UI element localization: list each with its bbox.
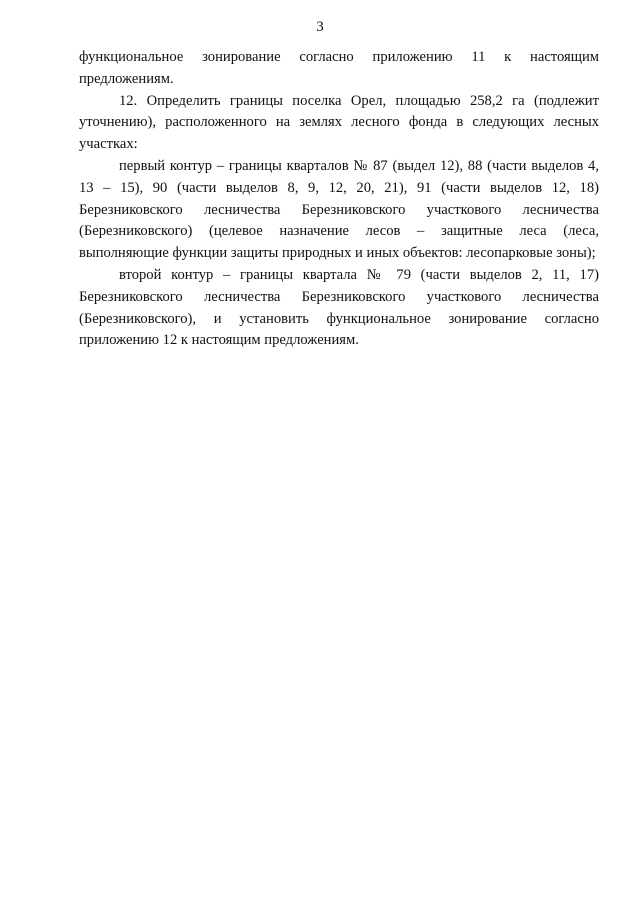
page-number: 3 <box>316 19 324 35</box>
paragraph-continuation: функциональное зонирование согласно приложению 11 к настоящим предложениям. <box>79 49 599 87</box>
paragraph-first-contour: первый контур – границы кварталов № 87 (выдел 12), 88 (части выделов 4, 13 – 15), 90 (части выделов 8, 9, 12, 20, 21), 91 (части выделов 12, 18) Березниковского лесничества Березниковского участкового лесничества (Березниковского) (целевое назначение лесов – защитные леса (леса, выполняющие функции защиты природных и иных объектов: лесопарковые зоны); <box>79 157 599 262</box>
document-body <box>79 47 599 352</box>
paragraph-second-contour: второй контур – границы квартала № 79 (части выделов 2, 11, 17) Березниковского лесничества Березниковского участкового лесничества (Березниковского), и установить функциональное зонирование согласно приложению 12 к настоящим предложениям. <box>79 266 599 349</box>
paragraph-item-12: 12. Определить границы поселка Орел, площадью 258,2 га (подлежит уточнению), расположенного на землях лесного фонда в следующих лесных участках: <box>79 92 599 153</box>
